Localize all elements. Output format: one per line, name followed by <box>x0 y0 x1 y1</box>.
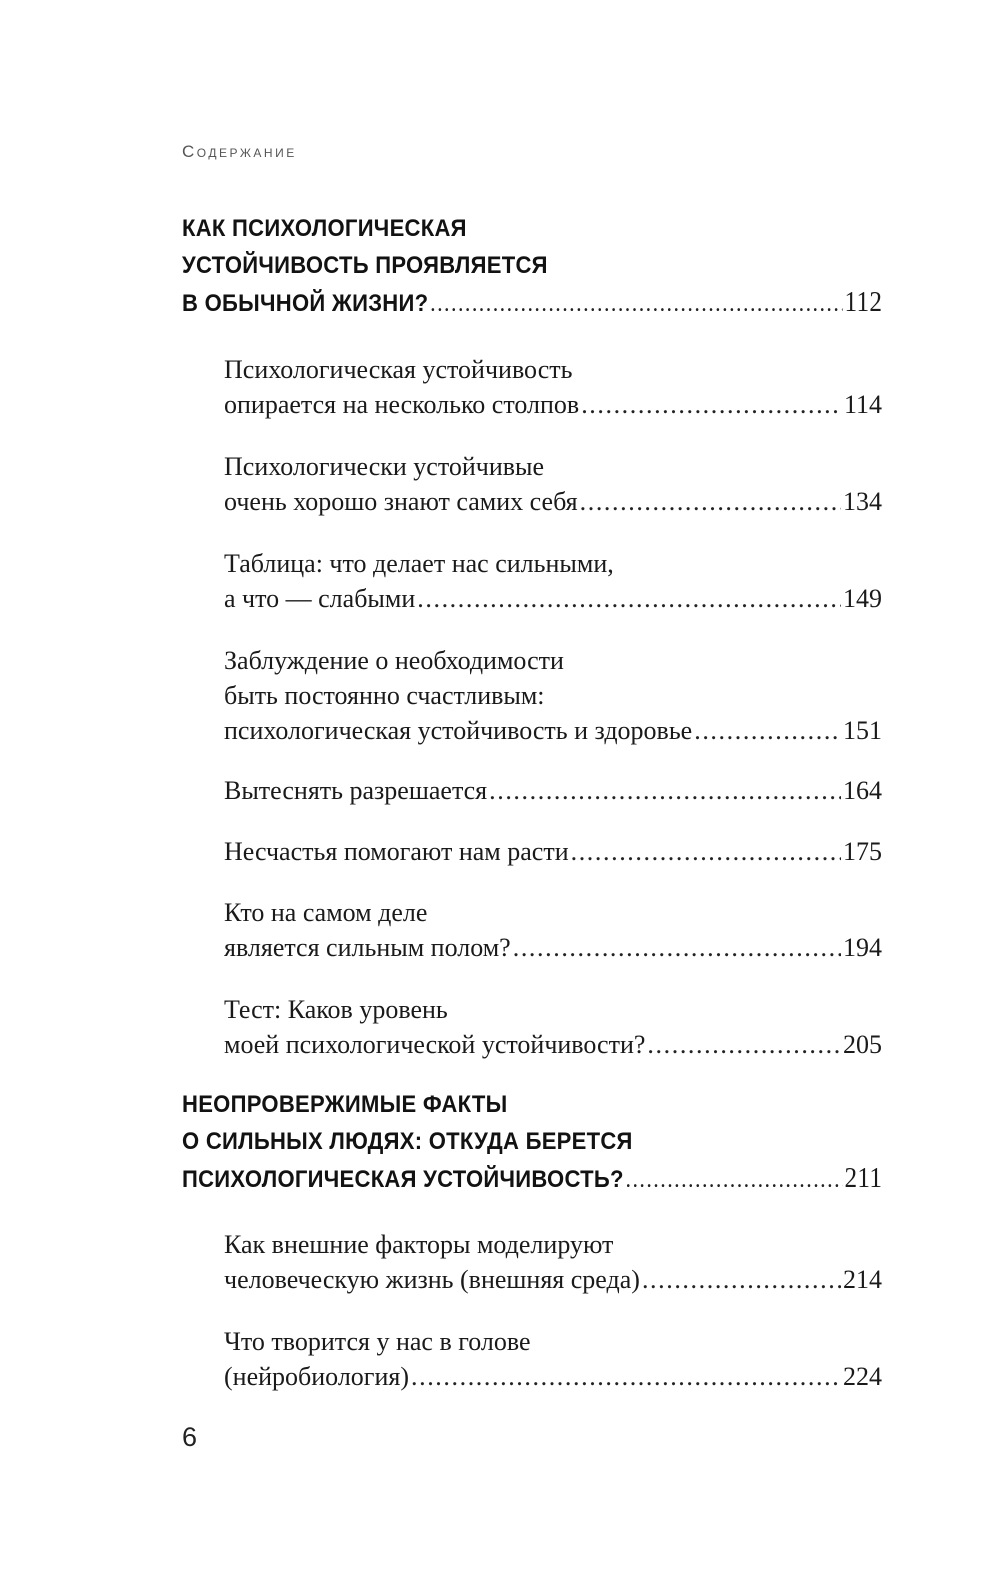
toc-chapter[interactable] <box>182 210 882 322</box>
dot-leader <box>430 285 843 322</box>
toc-entry-line: (нейробиология) <box>224 1362 409 1391</box>
running-head: Содержание <box>182 142 297 161</box>
page-number: 194 <box>843 933 882 962</box>
toc-entry-line: Несчастья помогают нам расти <box>224 837 569 866</box>
toc-section[interactable] <box>224 895 882 965</box>
toc-entry-line: НЕОПРОВЕРЖИМЫЕ ФАКТЫ <box>182 1091 508 1118</box>
toc-entry-line: быть постоянно счастливым: <box>224 681 545 710</box>
dot-leader <box>580 484 841 519</box>
toc-section[interactable] <box>224 546 882 616</box>
dot-leader <box>513 930 841 965</box>
dot-leader <box>694 713 841 748</box>
page-number: 224 <box>843 1362 882 1391</box>
toc-entry-line: является сильным полом? <box>224 933 511 962</box>
toc-entry-line: опирается на несколько столпов <box>224 390 580 419</box>
toc-entry-line: психологическая устойчивость и здоровье <box>224 716 693 745</box>
toc-entry-line: Как внешние факторы моделируют <box>224 1230 614 1259</box>
toc-section[interactable] <box>224 449 882 519</box>
toc-section[interactable] <box>224 643 882 748</box>
dot-leader <box>642 1262 841 1297</box>
toc-entry-line: моей психологической устойчивости? <box>224 1030 646 1059</box>
page-number: 114 <box>843 390 882 419</box>
toc-entry-line: а что — слабыми <box>224 584 416 613</box>
toc-entry-line: Таблица: что делает нас сильными, <box>224 549 614 578</box>
toc-section[interactable] <box>224 992 882 1062</box>
toc-entry-line: В ОБЫЧНОЙ ЖИЗНИ? <box>182 290 429 317</box>
toc-section[interactable] <box>224 352 882 422</box>
page-number: 175 <box>843 837 882 866</box>
page-number: 164 <box>843 776 882 805</box>
toc-entry-line: ПСИХОЛОГИЧЕСКАЯ УСТОЙЧИВОСТЬ? <box>182 1166 624 1193</box>
toc-section[interactable] <box>224 773 882 808</box>
dot-leader <box>417 581 841 616</box>
page-number: 134 <box>843 487 882 516</box>
toc-entry-line: КАК ПСИХОЛОГИЧЕСКАЯ <box>182 215 467 242</box>
page-number: 214 <box>843 1265 882 1294</box>
page-number: 149 <box>843 584 882 613</box>
toc-entry-line: Психологически устойчивые <box>224 452 545 481</box>
toc-entry-line: Заблуждение о необходимости <box>224 646 564 675</box>
toc-entry-line: О СИЛЬНЫХ ЛЮДЯХ: ОТКУДА БЕРЕТСЯ <box>182 1128 633 1155</box>
dot-leader <box>647 1027 841 1062</box>
toc-section[interactable] <box>224 834 882 869</box>
toc-entry-line: Психологическая устойчивость <box>224 355 573 384</box>
toc-entry-line: очень хорошо знают самих себя <box>224 487 578 516</box>
page-number: 112 <box>844 287 883 318</box>
toc-chapter[interactable] <box>182 1086 882 1198</box>
dot-leader <box>625 1161 842 1198</box>
page-number: 151 <box>843 716 882 745</box>
dot-leader <box>571 834 841 869</box>
dot-leader <box>411 1359 841 1394</box>
toc-entry-line: Вытеснять разрешается <box>224 776 488 805</box>
toc-section[interactable] <box>224 1227 882 1297</box>
toc-entry-line: Тест: Каков уровень <box>224 995 448 1024</box>
table-of-contents <box>182 210 882 1394</box>
page-number: 205 <box>843 1030 882 1059</box>
dot-leader <box>489 773 841 808</box>
toc-section[interactable] <box>224 1324 882 1394</box>
page-folio: 6 <box>182 1422 198 1452</box>
toc-entry-line: человеческую жизнь (внешняя среда) <box>224 1265 640 1294</box>
page-number: 211 <box>844 1163 883 1194</box>
dot-leader <box>581 387 842 422</box>
toc-entry-line: Кто на самом деле <box>224 898 428 927</box>
toc-entry-line: Что творится у нас в голове <box>224 1327 531 1356</box>
toc-entry-line: УСТОЙЧИВОСТЬ ПРОЯВЛЯЕТСЯ <box>182 252 548 279</box>
